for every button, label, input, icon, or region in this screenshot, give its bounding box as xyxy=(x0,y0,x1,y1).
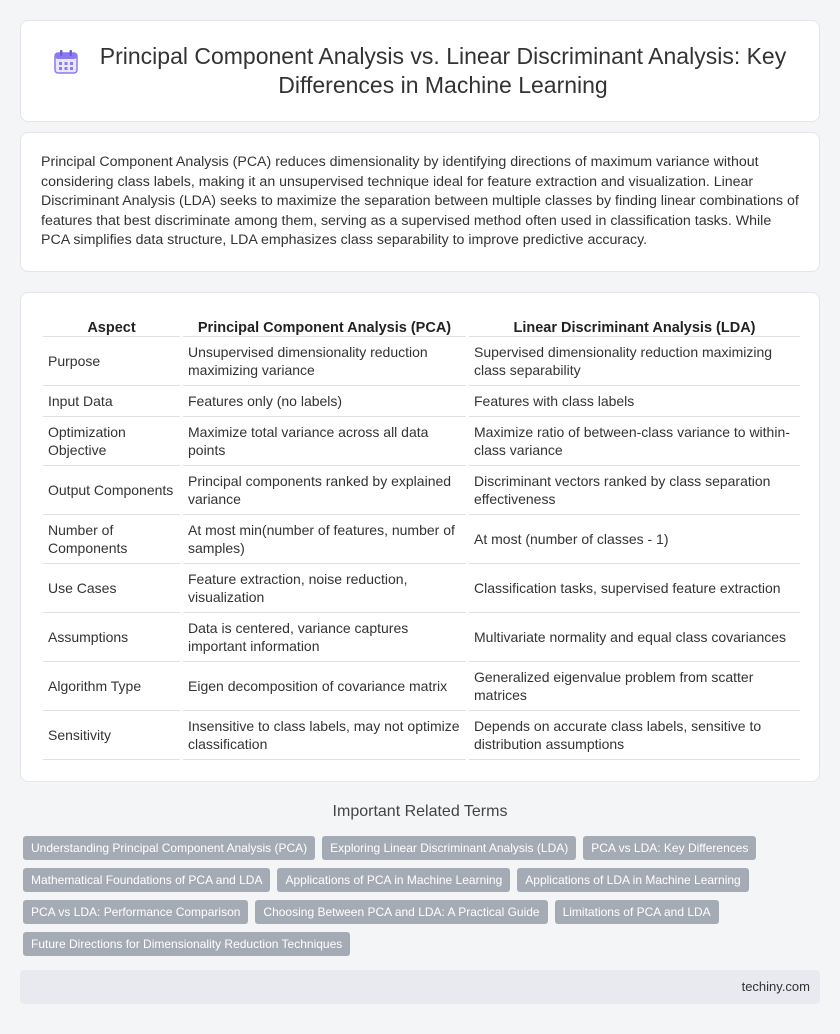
related-tags xyxy=(23,836,817,964)
pca-cell: At most min(number of features, number of samples) xyxy=(183,515,466,564)
tag-link[interactable]: Future Directions for Dimensionality Reduction Techniques xyxy=(23,932,350,956)
page-title: Principal Component Analysis vs. Linear Discriminant Analysis: Key Differences in Machine Learning xyxy=(99,43,787,98)
aspect-cell: Input Data xyxy=(43,386,180,417)
lda-cell: Multivariate normality and equal class covariances xyxy=(469,613,800,662)
tag-link[interactable]: Choosing Between PCA and LDA: A Practical Guide xyxy=(255,900,547,924)
table-row xyxy=(43,662,800,711)
title-card xyxy=(20,20,820,122)
pca-cell: Eigen decomposition of covariance matrix xyxy=(183,662,466,711)
table-row xyxy=(43,564,800,613)
aspect-cell: Number of Components xyxy=(43,515,180,564)
aspect-cell: Purpose xyxy=(43,337,180,386)
table-row xyxy=(43,613,800,662)
lda-cell: Features with class labels xyxy=(469,386,800,417)
aspect-cell: Use Cases xyxy=(43,564,180,613)
tag-link[interactable]: PCA vs LDA: Key Differences xyxy=(583,836,756,860)
table-row xyxy=(43,466,800,515)
lda-cell: Classification tasks, supervised feature extraction xyxy=(469,564,800,613)
header-pca: Principal Component Analysis (PCA) xyxy=(183,315,466,337)
calendar-icon xyxy=(52,48,80,76)
aspect-cell: Optimization Objective xyxy=(43,417,180,466)
comparison-table xyxy=(40,315,803,760)
pca-cell: Data is centered, variance captures important information xyxy=(183,613,466,662)
table-row xyxy=(43,711,800,760)
table-row xyxy=(43,515,800,564)
pca-cell: Unsupervised dimensionality reduction maximizing variance xyxy=(183,337,466,386)
lda-cell: Supervised dimensionality reduction maximizing class separability xyxy=(469,337,800,386)
header-lda: Linear Discriminant Analysis (LDA) xyxy=(469,315,800,337)
tag-link[interactable]: Understanding Principal Component Analysis (PCA) xyxy=(23,836,315,860)
footer xyxy=(20,970,820,1004)
comparison-card xyxy=(20,292,820,782)
tag-link[interactable]: PCA vs LDA: Performance Comparison xyxy=(23,900,248,924)
tag-link[interactable]: Limitations of PCA and LDA xyxy=(555,900,719,924)
aspect-cell: Algorithm Type xyxy=(43,662,180,711)
aspect-cell: Output Components xyxy=(43,466,180,515)
pca-cell: Maximize total variance across all data points xyxy=(183,417,466,466)
lda-cell: Maximize ratio of between-class variance to within-class variance xyxy=(469,417,800,466)
tag-link[interactable]: Exploring Linear Discriminant Analysis (LDA) xyxy=(322,836,576,860)
pca-cell: Feature extraction, noise reduction, visualization xyxy=(183,564,466,613)
aspect-cell: Assumptions xyxy=(43,613,180,662)
pca-cell: Insensitive to class labels, may not optimize classification xyxy=(183,711,466,760)
lda-cell: At most (number of classes - 1) xyxy=(469,515,800,564)
lda-cell: Depends on accurate class labels, sensitive to distribution assumptions xyxy=(469,711,800,760)
pca-cell: Features only (no labels) xyxy=(183,386,466,417)
table-row xyxy=(43,417,800,466)
tag-link[interactable]: Applications of PCA in Machine Learning xyxy=(277,868,510,892)
table-row xyxy=(43,337,800,386)
lda-cell: Discriminant vectors ranked by class separation effectiveness xyxy=(469,466,800,515)
footer-site-link[interactable]: techiny.com xyxy=(741,979,810,994)
intro-card xyxy=(20,132,820,272)
table-header-row xyxy=(43,315,800,337)
related-terms-title: Important Related Terms xyxy=(332,803,508,820)
pca-cell: Principal components ranked by explained variance xyxy=(183,466,466,515)
intro-paragraph: Principal Component Analysis (PCA) reduces dimensionality by identifying directions of maximum variance without considering class labels, making it an unsupervised technique ideal for feature extraction and visualization. Linear Discriminant Analysis (LDA) seeks to maximize the separation between multiple classes by finding linear combinations of features that best discriminate among them, serving as a supervised method often used in classification tasks. While PCA simplifies data structure, LDA emphasizes class separability to improve predictive accuracy. xyxy=(41,154,799,248)
tag-link[interactable]: Mathematical Foundations of PCA and LDA xyxy=(23,868,270,892)
tag-link[interactable]: Applications of LDA in Machine Learning xyxy=(517,868,748,892)
lda-cell: Generalized eigenvalue problem from scatter matrices xyxy=(469,662,800,711)
table-row xyxy=(43,386,800,417)
aspect-cell: Sensitivity xyxy=(43,711,180,760)
header-aspect: Aspect xyxy=(43,315,180,337)
